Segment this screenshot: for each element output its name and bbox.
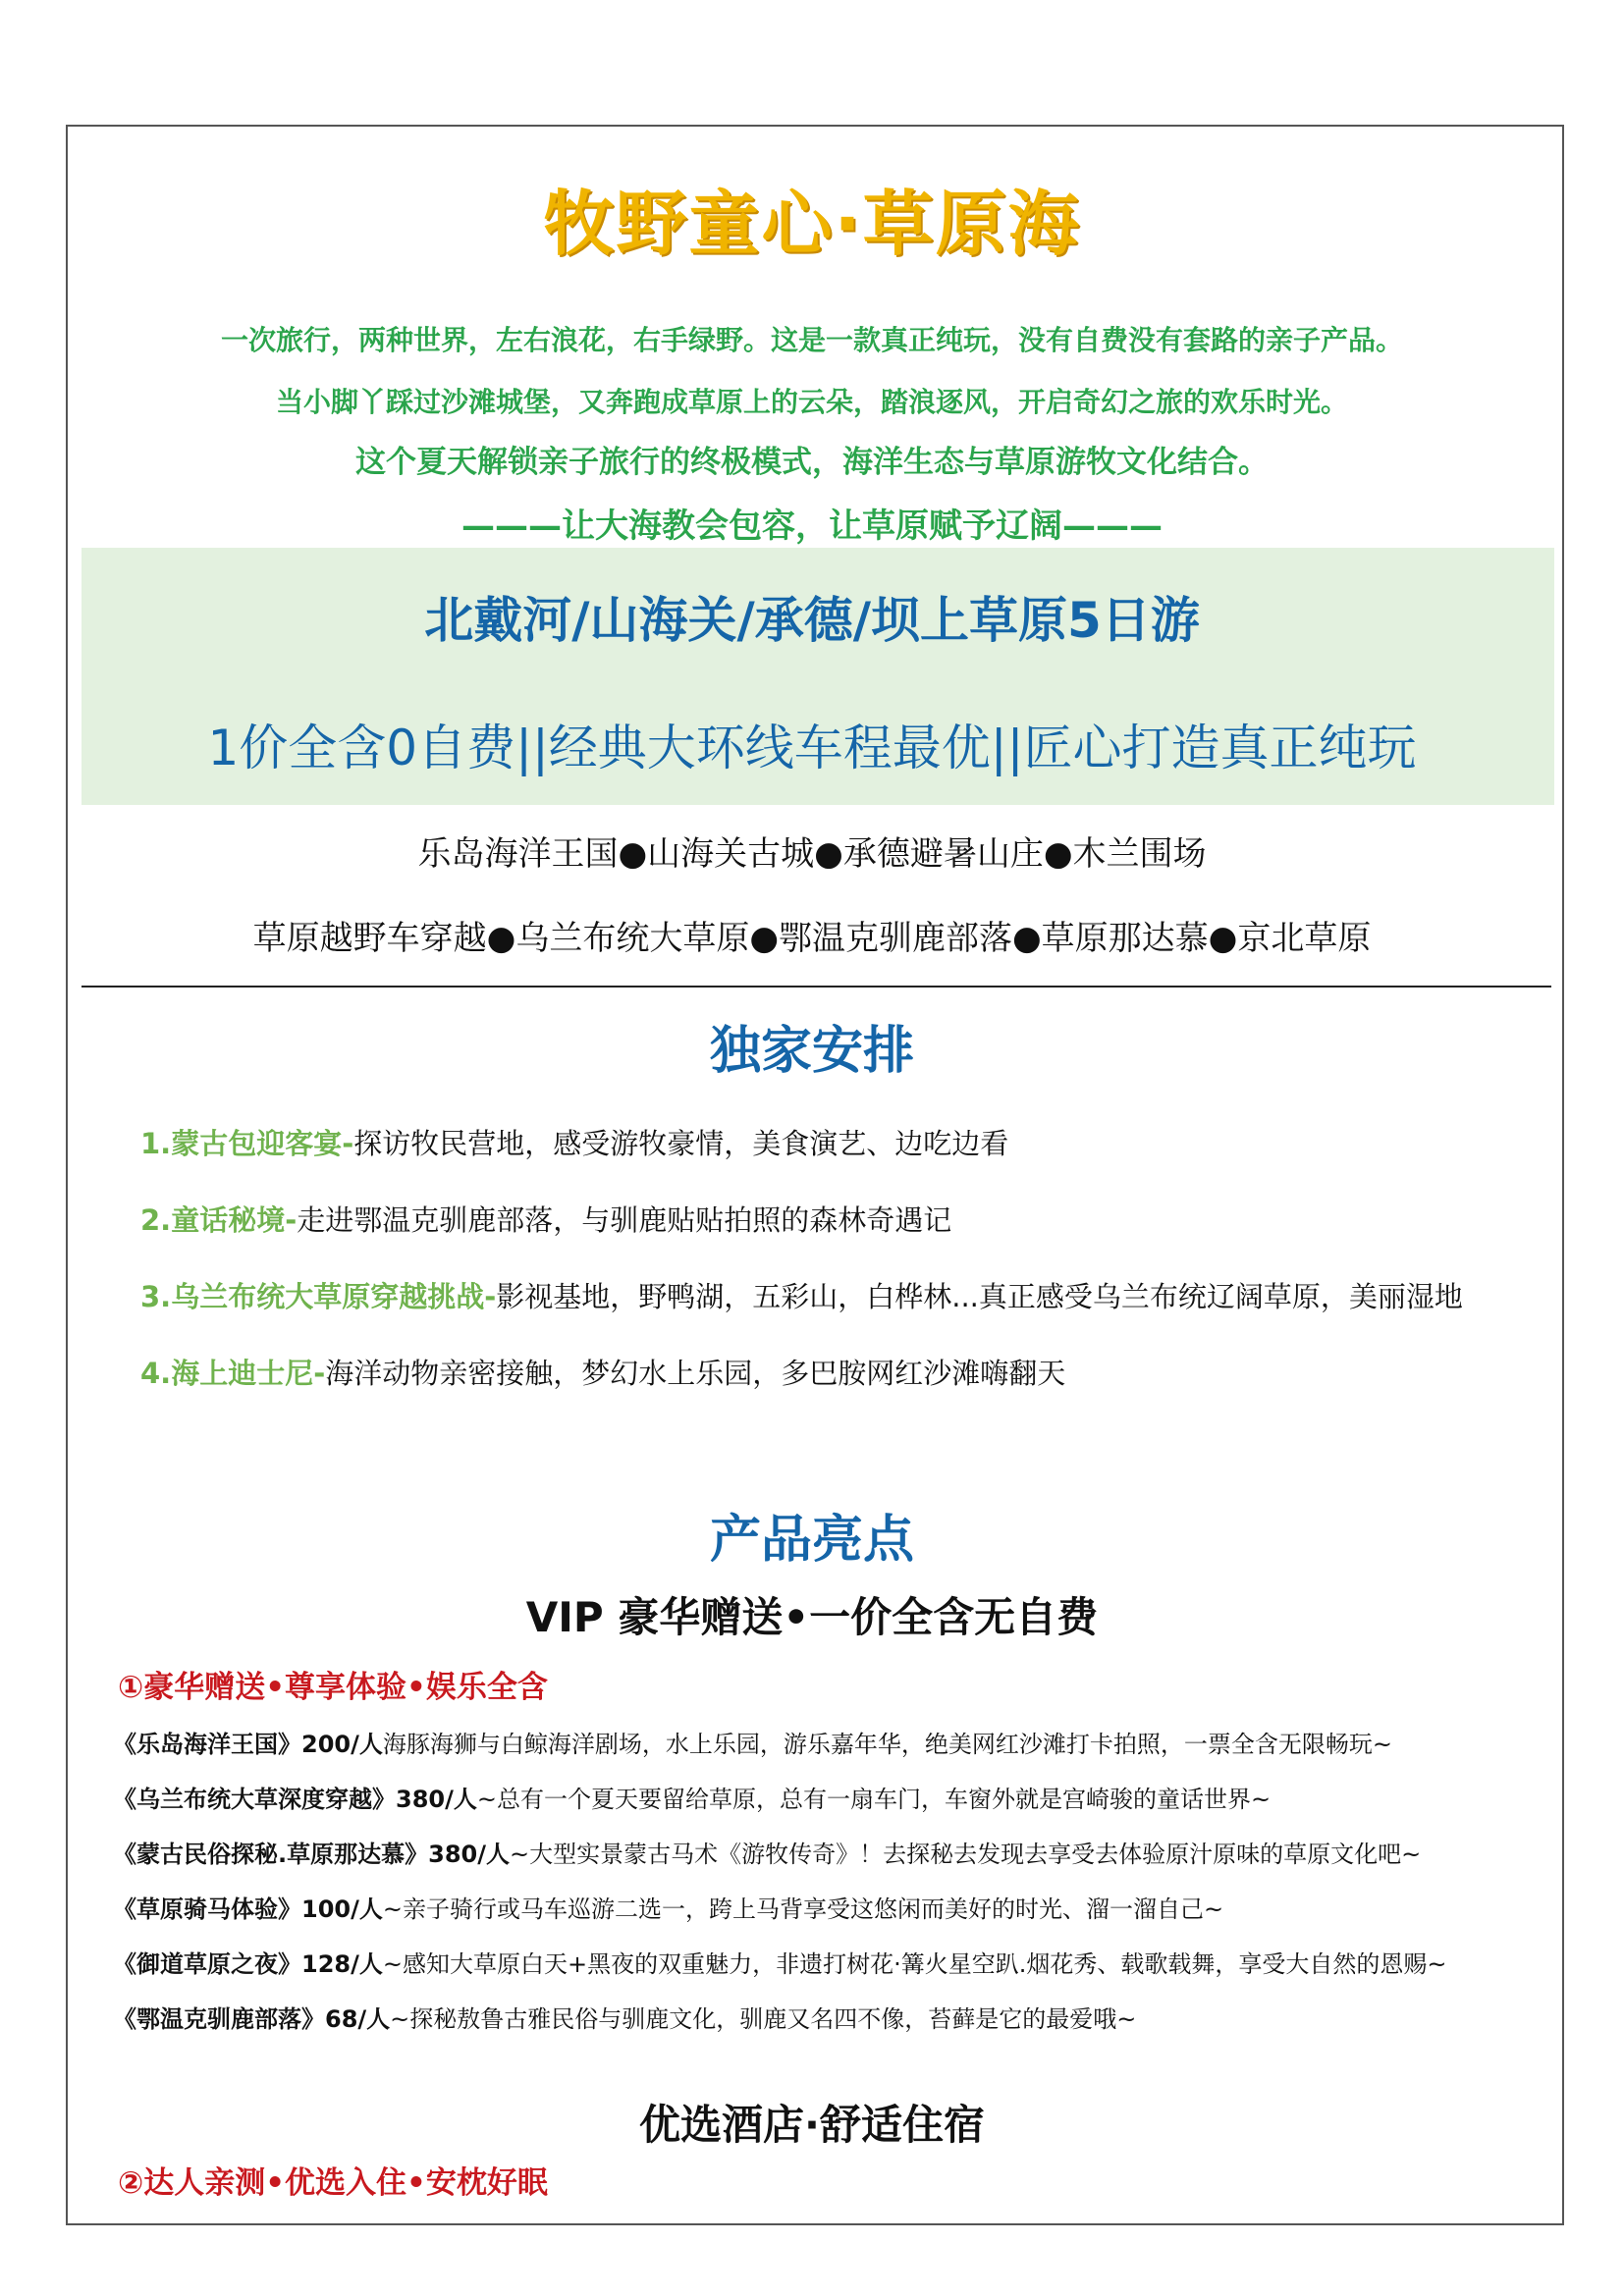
gift-desc: ~总有一个夏天要留给草原，总有一扇车门，车窗外就是宫崎骏的童话世界~ — [476, 1786, 1272, 1813]
exclusive-item-text: 海洋动物亲密接触，梦幻水上乐园，多巴胺网红沙滩嗨翻天 — [325, 1357, 1066, 1390]
motto: ———让大海教会包容，让草原赋予辽阔——— — [461, 507, 1163, 546]
places-line-2: 草原越野车穿越●乌兰布统大草原●鄂温克驯鹿部落●草原那达慕●京北草原 — [252, 919, 1372, 958]
gift-name: 《鄂温克驯鹿部落》 — [113, 2005, 325, 2033]
hotel-heading: 优选酒店·舒适住宿 — [639, 2101, 985, 2149]
route-slogan: 1价全含0自费||经典大环线车程最优||匠心打造真正纯玩 — [207, 720, 1417, 776]
intro-line-3: 这个夏天解锁亲子旅行的终极模式，海洋生态与草原游牧文化结合。 — [355, 445, 1269, 480]
exclusive-item-4 — [140, 1352, 1065, 1392]
exclusive-item-text: 影视基地，野鸭湖，五彩山，白桦林...真正感受乌兰布统辽阔草原，美丽湿地 — [496, 1280, 1463, 1313]
gift-item-2 — [113, 1780, 1271, 1814]
gift-name: 《乐岛海洋王国》 — [113, 1731, 301, 1758]
page-title: 牧野童心·草原海 — [543, 183, 1081, 265]
gift-price: 380/人 — [396, 1786, 477, 1813]
gift-heading: ①豪华赠送•尊享体验•娱乐全含 — [118, 1670, 548, 1705]
gift-desc: ~大型实景蒙古马术《游牧传奇》！去探秘去发现去享受去体验原汁原味的草原文化吧~ — [510, 1841, 1422, 1868]
exclusive-item-3 — [140, 1275, 1463, 1315]
exclusive-item-lead: 2.童话秘境- — [140, 1203, 298, 1237]
gift-name: 《蒙古民俗探秘.草原那达慕》 — [113, 1841, 429, 1868]
highlights-heading: 产品亮点 — [709, 1511, 914, 1570]
hotel-subheading: ②达人亲测•优选入住•安枕好眠 — [118, 2165, 548, 2201]
gift-desc: ~感知大草原白天+黑夜的双重魅力，非遗打树花·篝火星空趴.烟花秀、载歌载舞，享受大自然的恩赐~ — [382, 1950, 1447, 1978]
gift-desc: ~探秘敖鲁古雅民俗与驯鹿文化，驯鹿又名四不像，苔藓是它的最爱哦~ — [390, 2005, 1137, 2033]
gift-desc: 海豚海狮与白鲸海洋剧场，水上乐园，游乐嘉年华，绝美网红沙滩打卡拍照，一票全含无限畅玩~ — [382, 1731, 1392, 1758]
gift-item-6 — [113, 2000, 1136, 2034]
gift-price: 68/人 — [325, 2005, 391, 2033]
exclusive-item-text: 走进鄂温克驯鹿部落，与驯鹿贴贴拍照的森林奇遇记 — [297, 1203, 952, 1237]
exclusive-item-text: 探访牧民营地，感受游牧豪情，美食演艺、边吃边看 — [353, 1127, 1009, 1160]
gift-name: 《御道草原之夜》 — [113, 1950, 301, 1978]
vip-heading: VIP 豪华赠送•一价全含无自费 — [525, 1593, 1099, 1641]
exclusive-item-1 — [140, 1122, 1008, 1162]
section-divider — [81, 986, 1551, 988]
gift-item-1 — [113, 1725, 1392, 1759]
intro-line-1: 一次旅行，两种世界，左右浪花，右手绿野。这是一款真正纯玩，没有自费没有套路的亲子产品。 — [220, 324, 1403, 356]
exclusive-item-lead: 4.海上迪士尼- — [140, 1357, 326, 1390]
exclusive-item-lead: 3.乌兰布统大草原穿越挑战- — [140, 1280, 497, 1313]
intro-line-2: 当小脚丫踩过沙滩城堡，又奔跑成草原上的云朵，踏浪逐风，开启奇幻之旅的欢乐时光。 — [275, 386, 1348, 418]
places-line-1: 乐岛海洋王国●山海关古城●承德避暑山庄●木兰围场 — [417, 834, 1207, 874]
gift-price: 380/人 — [428, 1841, 510, 1868]
gift-price: 200/人 — [301, 1731, 383, 1758]
gift-desc: ~亲子骑行或马车巡游二选一，跨上马背享受这悠闲而美好的时光、溜一溜自己~ — [382, 1896, 1224, 1923]
exclusive-item-2 — [140, 1199, 951, 1239]
exclusive-heading: 独家安排 — [709, 1022, 914, 1081]
gift-name: 《乌兰布统大草深度穿越》 — [113, 1786, 396, 1813]
route-title: 北戴河/山海关/承德/坝上草原5日游 — [424, 592, 1200, 649]
gift-name: 《草原骑马体验》 — [113, 1896, 301, 1923]
exclusive-item-lead: 1.蒙古包迎客宴- — [140, 1127, 354, 1160]
gift-item-4 — [113, 1890, 1223, 1924]
gift-price: 100/人 — [301, 1896, 383, 1923]
gift-item-5 — [113, 1945, 1446, 1979]
gift-price: 128/人 — [301, 1950, 383, 1978]
gift-item-3 — [113, 1835, 1421, 1869]
